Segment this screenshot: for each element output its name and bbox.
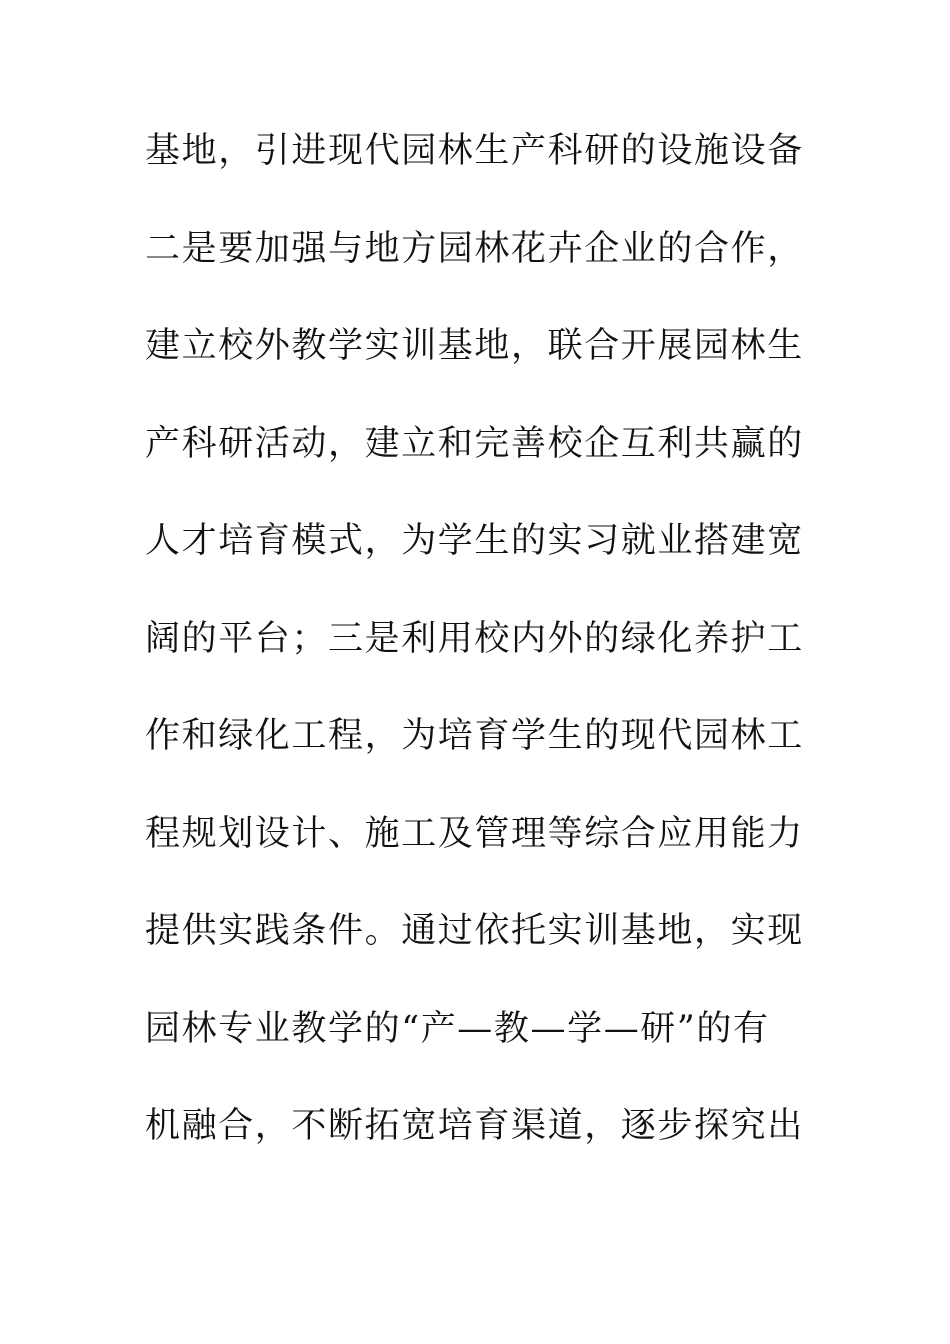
text-line: 提供实践条件。通过依托实训基地，实现: [145, 911, 804, 951]
body-text: [145, 125, 825, 1198]
text-line: 阔的平台；三是利用校内外的绿化养护工: [145, 618, 804, 659]
text-line: 产科研活动，建立和完善校企互利共赢的: [145, 423, 804, 464]
text-line: 作和绿化工程，为培育学生的现代园林工: [145, 716, 804, 756]
text-line: 基地，引进现代园林生产科研的设施设备: [145, 131, 804, 171]
text-line: 人才培育模式，为学生的实习就业搭建宽: [145, 521, 804, 561]
text-line: 园林专业教学的“产—教—学—研”的有: [145, 1008, 770, 1049]
text-line: 建立校外教学实训基地，联合开展园林生: [145, 326, 804, 366]
text-line: 机融合，不断拓宽培育渠道，逐步探究出: [145, 1106, 804, 1146]
text-line: 二是要加强与地方园林花卉企业的合作，: [145, 228, 804, 269]
text-line: 程规划设计、施工及管理等综合应用能力: [145, 813, 804, 854]
